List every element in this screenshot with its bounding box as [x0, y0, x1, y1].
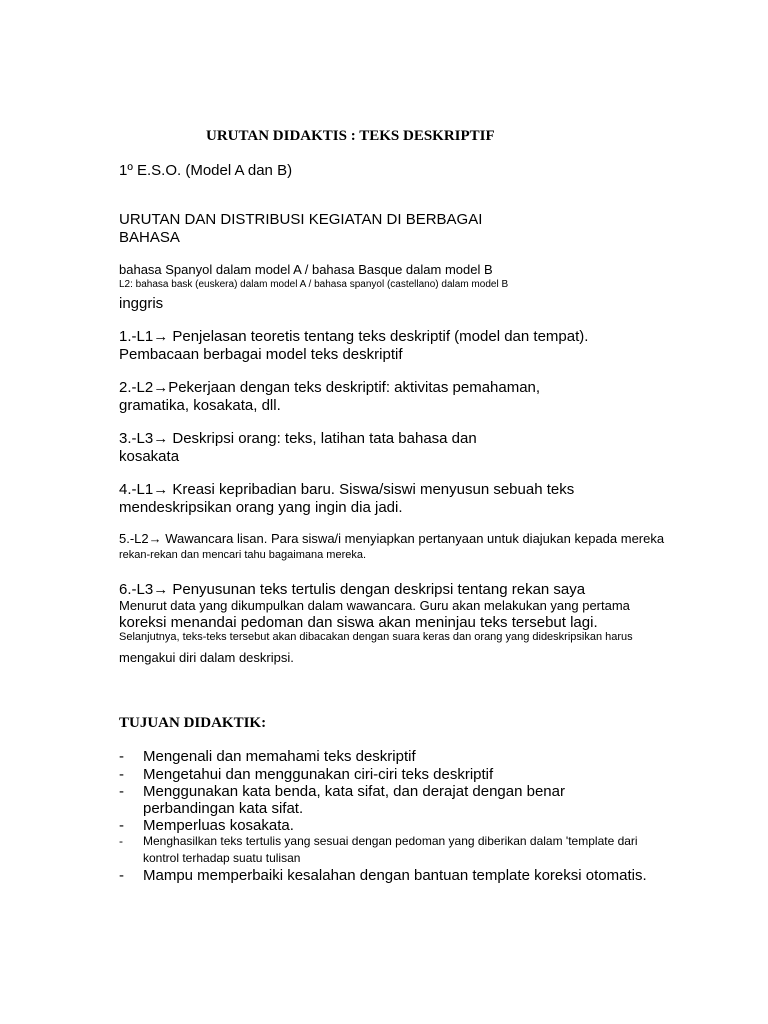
step-2-line-2: gramatika, kosakata, dll. — [119, 397, 281, 414]
step-3-line-2: kosakata — [119, 448, 180, 465]
step-4 — [119, 481, 574, 517]
objective-text: perbandingan kata sifat. — [143, 800, 304, 817]
step-2-line-1: 2.-L2→Pekerjaan dengan teks deskriptif: aktivitas pemahaman, — [119, 379, 541, 396]
step-6-line-4: Selanjutnya, teks-teks tersebut akan dibacakan dengan suara keras dan orang yang dideskripsikan harus — [119, 631, 633, 643]
step-4-line-1: 4.-L1→ Kreasi kepribadian baru. Siswa/siswi menyusun sebuah teks — [119, 481, 575, 498]
objective-text: Menggunakan kata benda, kata sifat, dan derajat dengan benar — [143, 783, 565, 800]
step-6-line-3: koreksi menandai pedoman dan siswa akan meninjau teks tersebut lagi. — [119, 614, 598, 631]
objective-text: Mengenali dan memahami teks deskriptif — [143, 748, 416, 765]
step-1-line-1: 1.-L1→ Penjelasan teoretis tentang teks deskriptif (model dan tempat). — [119, 328, 589, 345]
language-l3: inggris — [119, 295, 164, 312]
step-1 — [119, 328, 588, 364]
step-5 — [119, 530, 664, 564]
bullet-dash: - — [119, 834, 123, 848]
language-l1: bahasa Spanyol dalam model A / bahasa Basque dalam model B — [119, 262, 493, 277]
objectives-heading: TUJUAN DIDAKTIK: — [119, 715, 267, 731]
objective-text: Memperluas kosakata. — [143, 817, 294, 834]
objective-text: Mengetahui dan menggunakan ciri-ciri teks deskriptif — [143, 766, 494, 783]
step-5-line-2: rekan-rekan dan mencari tahu bagaimana mereka. — [119, 549, 367, 561]
bullet-dash: - — [119, 817, 124, 834]
step-6-line-1: 6.-L3→ Penyusunan teks tertulis dengan deskripsi tentang rekan saya — [119, 581, 586, 598]
step-6-line-2: Menurut data yang dikumpulkan dalam wawancara. Guru akan melakukan yang pertama — [119, 598, 630, 613]
step-2 — [119, 379, 540, 415]
objective-text: kontrol terhadap suatu tulisan — [143, 851, 301, 865]
section-heading — [119, 211, 482, 247]
document-title: URUTAN DIDAKTIS : TEKS DESKRIPTIF — [206, 128, 495, 144]
section-heading-line-2: BAHASA — [119, 229, 180, 246]
objective-text: Mampu memperbaiki kesalahan dengan bantuan template koreksi otomatis. — [143, 867, 647, 884]
level-line: 1º E.S.O. (Model A dan B) — [119, 162, 293, 179]
bullet-dash: - — [119, 783, 124, 800]
step-5-line-1: 5.-L2→ Wawancara lisan. Para siswa/i menyiapkan pertanyaan untuk diajukan kepada mereka — [119, 531, 665, 546]
bullet-dash: - — [119, 748, 124, 765]
section-heading-line-1: URUTAN DAN DISTRIBUSI KEGIATAN DI BERBAGAI — [119, 211, 483, 228]
step-3 — [119, 430, 477, 466]
language-l2: L2: bahasa bask (euskera) dalam model A / bahasa spanyol (castellano) dalam model B — [119, 279, 509, 290]
bullet-dash: - — [119, 766, 124, 783]
step-4-line-2: mendeskripsikan orang yang ingin dia jadi. — [119, 499, 403, 516]
step-3-line-1: 3.-L3→ Deskripsi orang: teks, latihan tata bahasa dan — [119, 430, 477, 447]
bullet-dash: - — [119, 867, 124, 884]
step-6-line-5: mengakui diri dalam deskripsi. — [119, 650, 294, 665]
objective-text: Menghasilkan teks tertulis yang sesuai dengan pedoman yang diberikan dalam 'template dari — [143, 834, 638, 848]
step-1-line-2: Pembacaan berbagai model teks deskriptif — [119, 346, 403, 363]
